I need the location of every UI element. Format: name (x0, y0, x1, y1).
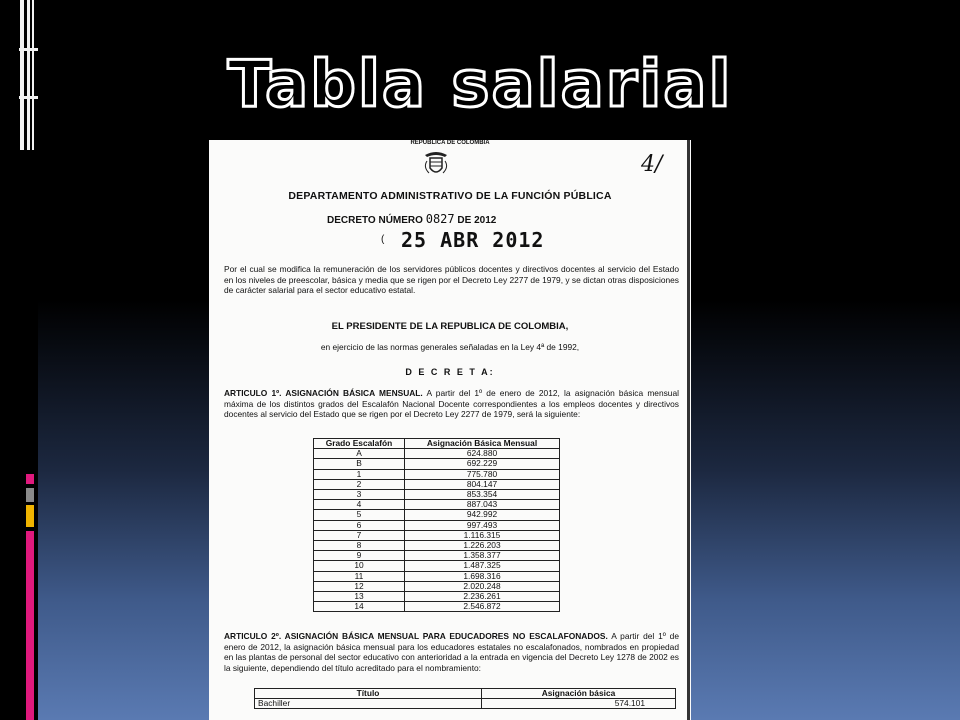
salary-table-titulo (254, 688, 676, 709)
table-header: Título (255, 689, 482, 699)
table-cell: 804.147 (405, 479, 560, 489)
table-cell: 775.780 (405, 469, 560, 479)
coat-of-arms-icon (421, 149, 451, 179)
table-header: Asignación Básica Mensual (405, 439, 560, 449)
table-cell: 1 (314, 469, 405, 479)
decree-document-scan (209, 140, 691, 720)
article-2 (224, 631, 679, 673)
department-heading: DEPARTAMENTO ADMINISTRATIVO DE LA FUNCIÓN PÚBLICA (288, 190, 612, 202)
table-cell: 1.698.316 (405, 571, 560, 581)
table-cell: 574.101 (482, 699, 676, 709)
table-header: Grado Escalafón (314, 439, 405, 449)
table-cell: 13 (314, 592, 405, 602)
table-cell: 1.226.203 (405, 541, 560, 551)
table-cell: 10 (314, 561, 405, 571)
table-row (314, 459, 560, 469)
table-cell: 1.358.377 (405, 551, 560, 561)
intro-paragraph: Por el cual se modifica la remuneración de los servidores públicos docentes y directivos docentes al servicio del Estado en los niveles de preescolar, básica y media que se rigen por el Decreto Ley 2277 de 1979, y se dictan otras disposiciones de carácter salarial para el sector educativo estatal. (224, 264, 679, 295)
decreta-heading: D E C R E T A: (405, 367, 495, 377)
article-2-heading: ARTICULO 2º. ASIGNACIÓN BÁSICA MENSUAL PARA EDUCADORES NO ESCALAFONADOS. (224, 631, 608, 641)
salary-table-escalafon (313, 438, 560, 612)
table-cell: B (314, 459, 405, 469)
date-paren: ( (381, 234, 385, 245)
table-cell: 3 (314, 490, 405, 500)
table-row (314, 490, 560, 500)
table-cell: Bachiller (255, 699, 482, 709)
table-row (314, 561, 560, 571)
decreto-number: 0827 (425, 212, 455, 226)
table-row (255, 699, 676, 709)
table-row (314, 551, 560, 561)
table-cell: 887.043 (405, 500, 560, 510)
ejercicio-line: en ejercicio de las normas generales señaladas en la Ley 4ª de 1992, (320, 342, 580, 352)
table-row (314, 541, 560, 551)
table-cell: 14 (314, 602, 405, 612)
decreto-prefix: DECRETO NÚMERO (327, 215, 423, 226)
table-cell: 12 (314, 581, 405, 591)
table-cell: 624.880 (405, 449, 560, 459)
republica-header: REPUBLICA DE COLOMBIA (410, 140, 490, 146)
table-header: Asignación básica (482, 689, 676, 699)
article-1 (224, 388, 679, 420)
table-cell: 942.992 (405, 510, 560, 520)
table-cell: 8 (314, 541, 405, 551)
table-row (314, 449, 560, 459)
table-cell: 5 (314, 510, 405, 520)
table-row (314, 571, 560, 581)
table-cell: 692.229 (405, 459, 560, 469)
table-row (314, 469, 560, 479)
article-1-heading: ARTICULO 1º. ASIGNACIÓN BÁSICA MENSUAL. (224, 388, 423, 398)
table-cell: 4 (314, 500, 405, 510)
document-edge (687, 140, 690, 720)
table-cell: A (314, 449, 405, 459)
table-cell: 853.354 (405, 490, 560, 500)
presidente-heading: EL PRESIDENTE DE LA REPUBLICA DE COLOMBIA, (331, 321, 569, 332)
table-row (314, 520, 560, 530)
table-cell: 2.236.261 (405, 592, 560, 602)
table-row (314, 479, 560, 489)
table-row (314, 592, 560, 602)
table-cell: 1.487.325 (405, 561, 560, 571)
table-cell: 2 (314, 479, 405, 489)
table-row (314, 510, 560, 520)
date-stamp: 25 ABR 2012 (401, 228, 545, 252)
table-cell: 2.546.872 (405, 602, 560, 612)
article-2-body: A partir del 1º de enero de 2012, la asignación básica mensual para los educadores estatales no escalafonados, nombrados en propiedad en las plantas de personal del sector educativo con anterioridad a la entrada en vigencia del Decreto Ley 1278 de 2002 es la siguiente, dependiendo del título acreditado para el nombramiento: (224, 631, 679, 673)
slide-title: Tabla salarial (227, 48, 733, 122)
table-row (314, 581, 560, 591)
table-row (314, 602, 560, 612)
table-cell: 2.020.248 (405, 581, 560, 591)
decreto-suffix: DE 2012 (457, 215, 497, 226)
handwritten-mark: 4/ (641, 152, 663, 177)
decreto-line (327, 212, 496, 226)
table-cell: 6 (314, 520, 405, 530)
article-1-body: A partir del 1º de enero de 2012, la asignación básica mensual máxima de los distintos grados del Escalafón Nacional Docente correspondientes a los empleos docentes y directivos docentes al servicio del Estado que se rigen por el Decreto Ley 2277 de 1979, será la siguiente: (224, 388, 679, 419)
table-cell: 7 (314, 530, 405, 540)
table-row (314, 530, 560, 540)
table-cell: 997.493 (405, 520, 560, 530)
table-cell: 9 (314, 551, 405, 561)
table-cell: 1.116.315 (405, 530, 560, 540)
table-cell: 11 (314, 571, 405, 581)
table-row (314, 500, 560, 510)
